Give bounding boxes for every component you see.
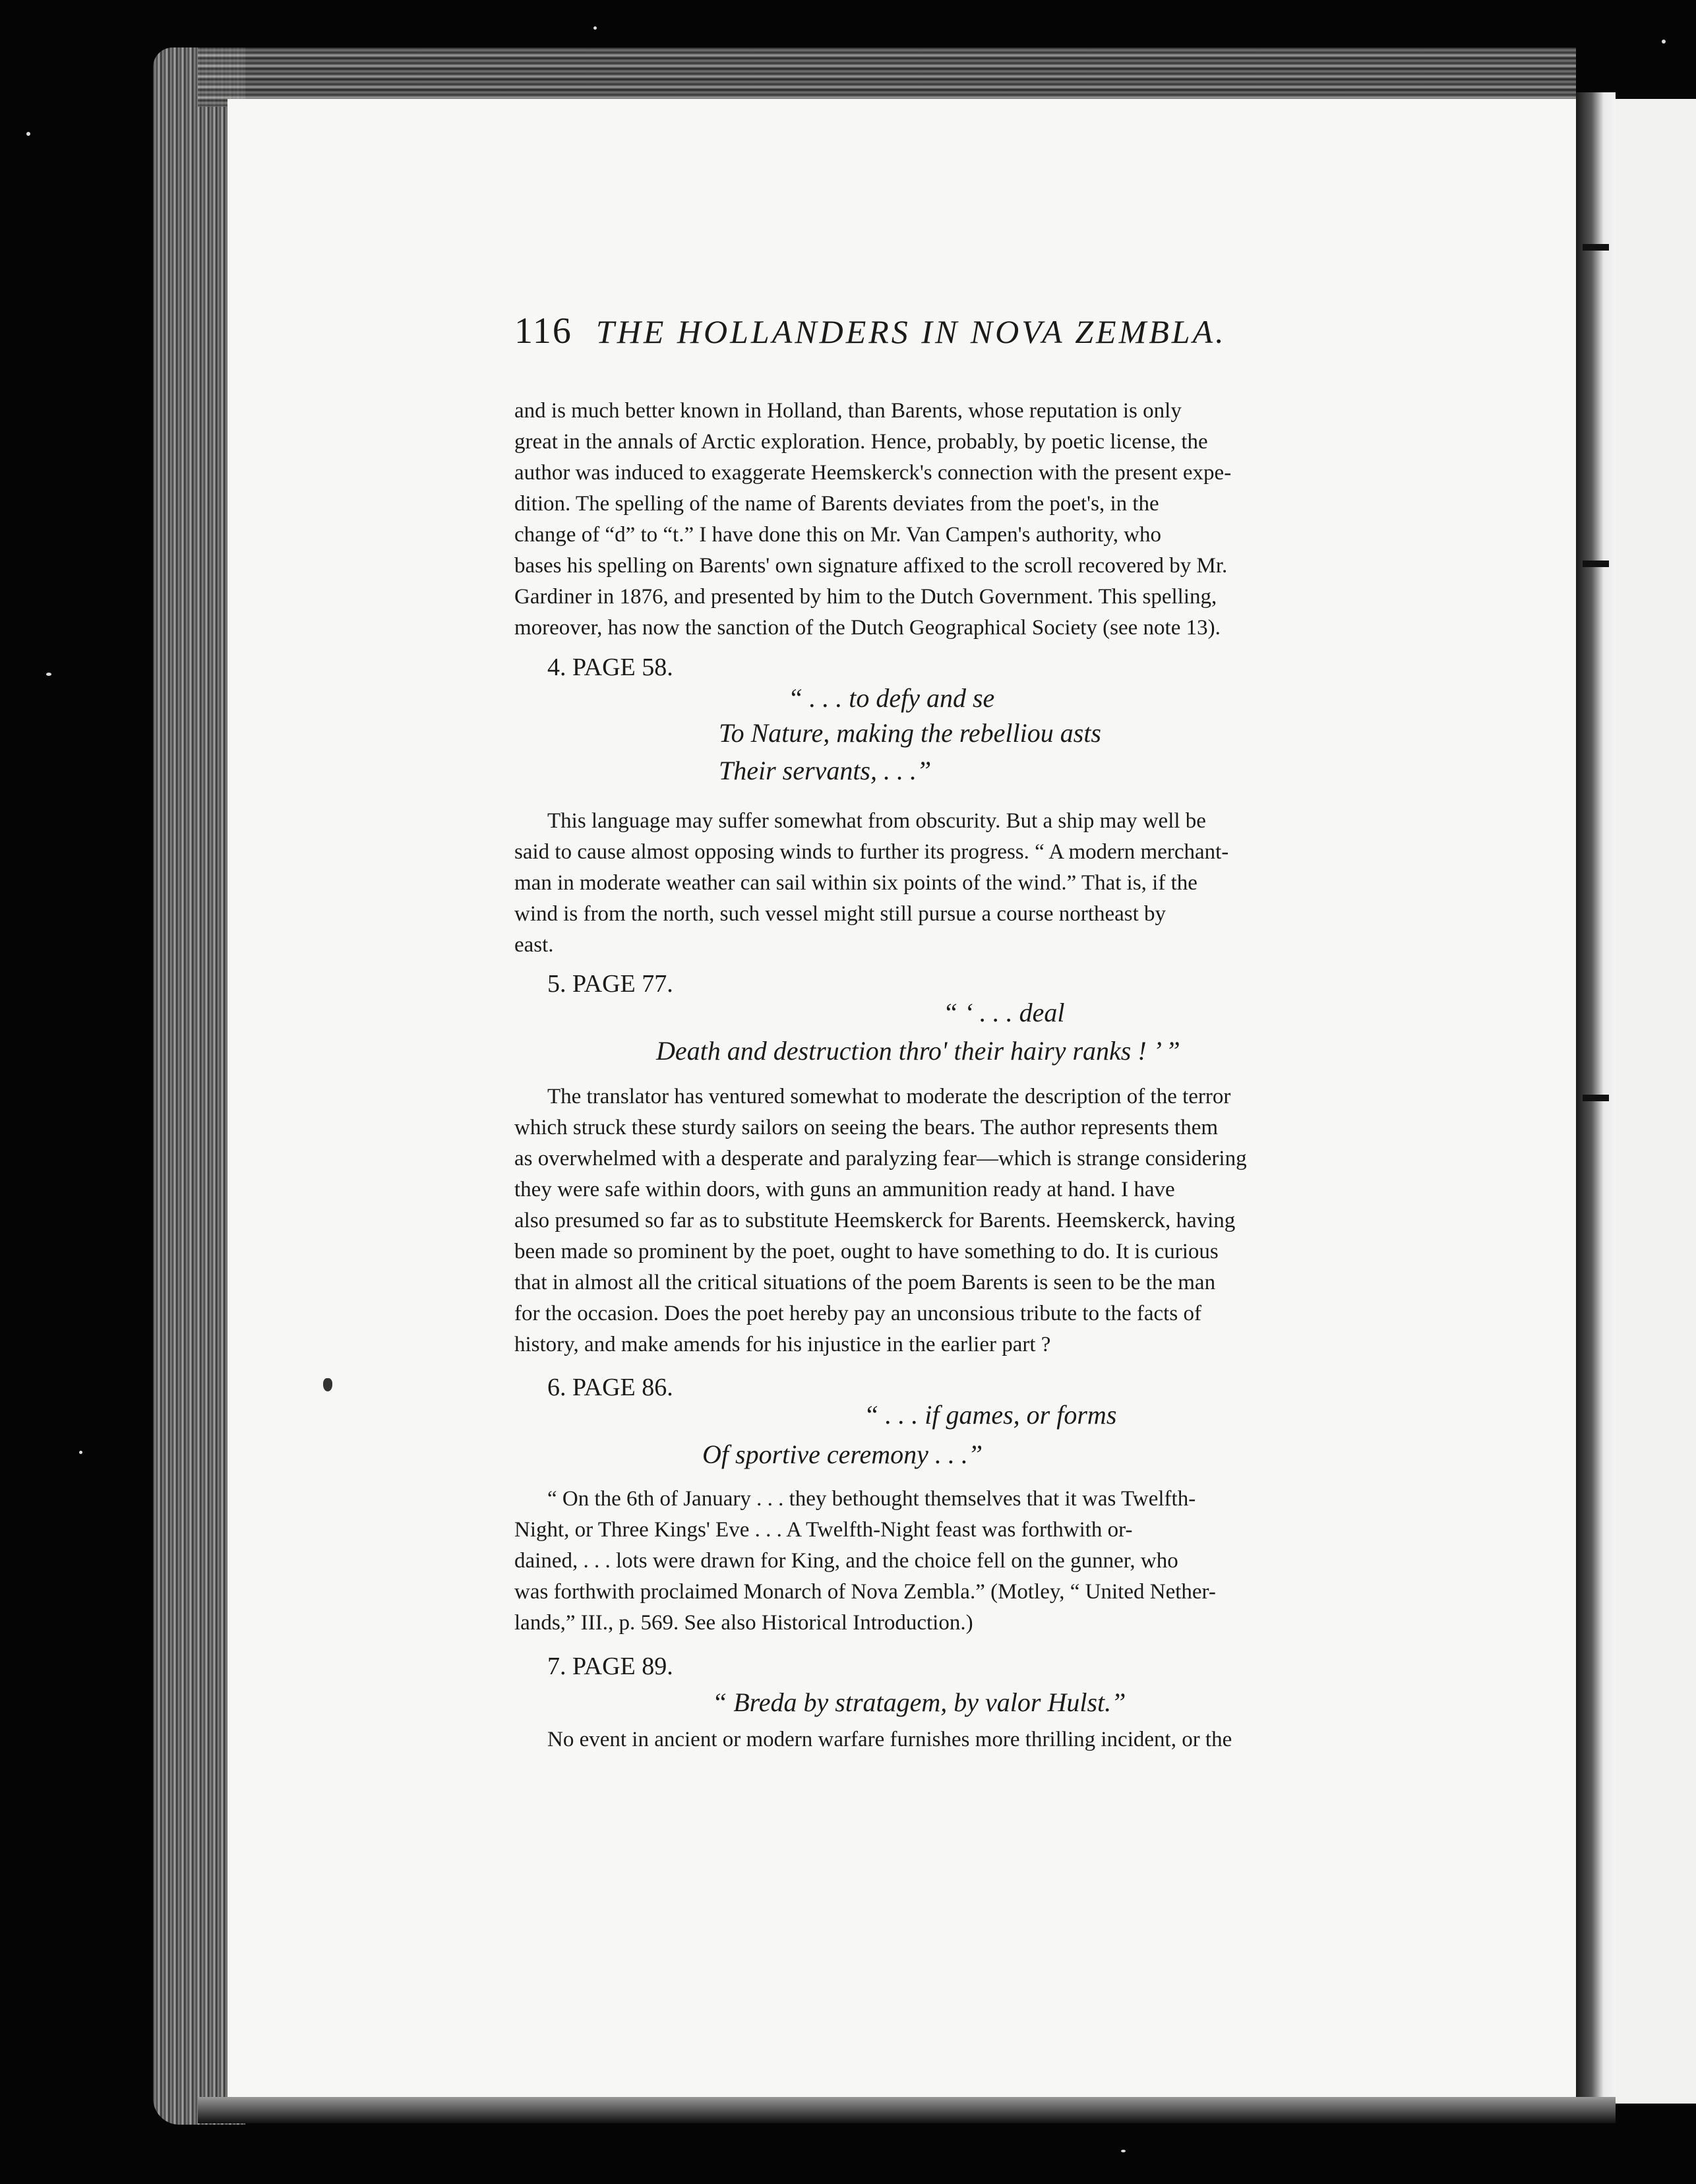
- text-line: change of “d” to “t.” I have done this on Mr. Van Campen's authority, who: [514, 523, 1162, 547]
- film-speck: [593, 26, 597, 30]
- note-heading: 5. PAGE 77.: [547, 970, 673, 998]
- running-head: [514, 310, 1372, 363]
- film-speck: [26, 132, 30, 136]
- text-line: was forthwith proclaimed Monarch of Nova Zembla.” (Motley, “ United Nether-: [514, 1580, 1216, 1604]
- film-speck: [1121, 2150, 1126, 2152]
- text-line: lands,” III., p. 569. See also Historical Introduction.): [514, 1611, 973, 1635]
- verse-line: “ ‘ . . . deal: [943, 998, 1065, 1027]
- page-bottom-shadow: [198, 2097, 1616, 2123]
- film-speck: [46, 673, 51, 676]
- text-line: author was induced to exaggerate Heemskerck's connection with the present expe-: [514, 461, 1232, 485]
- verse-line: “ . . . if games, or forms: [864, 1400, 1117, 1430]
- film-speck: [79, 1451, 82, 1454]
- text-line: No event in ancient or modern warfare furnishes more thrilling incident, or the: [547, 1728, 1232, 1751]
- text-line: that in almost all the critical situations of the poem Barents is seen to be the man: [514, 1271, 1216, 1294]
- text-line: they were safe within doors, with guns an ammunition ready at hand. I have: [514, 1178, 1175, 1201]
- note-paragraph: [514, 1484, 1438, 1639]
- book-gutter: [1576, 92, 1616, 2110]
- intro-paragraph: [514, 396, 1438, 644]
- text-line: dained, . . . lots were drawn for King, and the choice fell on the gunner, who: [514, 1549, 1178, 1573]
- verse-line: “ . . . to defy and se: [788, 683, 995, 713]
- text-line: also presumed so far as to substitute Heemskerck for Barents. Heemskerck, having: [514, 1209, 1236, 1232]
- text-line: The translator has ventured somewhat to moderate the description of the terror: [547, 1085, 1231, 1108]
- text-line: moreover, has now the sanction of the Dutch Geographical Society (see note 13).: [514, 616, 1221, 640]
- text-line: wind is from the north, such vessel might still pursue a course northeast by: [514, 902, 1166, 926]
- text-line: dition. The spelling of the name of Barents deviates from the poet's, in the: [514, 492, 1159, 516]
- note-heading: 6. PAGE 86.: [547, 1374, 673, 1401]
- film-speck: [1662, 40, 1666, 44]
- verse-line: Death and destruction thro' their hairy ranks ! ’ ”: [656, 1036, 1180, 1066]
- note-paragraph: [514, 1081, 1438, 1360]
- text-line: This language may suffer somewhat from obscurity. But a ship may well be: [547, 809, 1206, 833]
- note-paragraph: [514, 806, 1438, 961]
- text-line: and is much better known in Holland, than Barents, whose reputation is only: [514, 399, 1182, 423]
- page-tab-mark: [1583, 244, 1609, 251]
- text-line: for the occasion. Does the poet hereby pay an unconsious tribute to the facts of: [514, 1302, 1201, 1325]
- text-line: “ On the 6th of January . . . they bethought themselves that it was Twelfth-: [547, 1487, 1196, 1511]
- text-line: Gardiner in 1876, and presented by him to the Dutch Government. This spelling,: [514, 585, 1217, 609]
- page-tab-mark: [1583, 561, 1609, 567]
- text-line: been made so prominent by the poet, ought to have something to do. It is curious: [514, 1240, 1219, 1263]
- note-heading: 7. PAGE 89.: [547, 1653, 673, 1680]
- book-top-edge: [198, 47, 1576, 107]
- text-line: said to cause almost opposing winds to further its progress. “ A modern merchant-: [514, 840, 1229, 864]
- verse-line: Of sportive ceremony . . .”: [702, 1440, 983, 1469]
- text-line: which struck these sturdy sailors on seeing the bears. The author represents them: [514, 1116, 1219, 1139]
- verse-line: Their servants, . . .”: [719, 756, 932, 785]
- text-line: history, and make amends for his injustice in the earlier part ?: [514, 1333, 1051, 1356]
- verse-line: To Nature, making the rebelliou asts: [719, 718, 1101, 748]
- page-number: 116: [514, 311, 572, 351]
- margin-ornament: [323, 1378, 332, 1391]
- text-line: as overwhelmed with a desperate and paralyzing fear—which is strange considering: [514, 1147, 1247, 1170]
- running-title: THE HOLLANDERS IN NOVA ZEMBLA.: [595, 313, 1227, 350]
- text-line: east.: [514, 933, 554, 957]
- text-line: Night, or Three Kings' Eve . . . A Twelfth-Night feast was forthwith or-: [514, 1518, 1133, 1542]
- facing-page-edge: [1616, 99, 1696, 2104]
- note-heading: 4. PAGE 58.: [547, 653, 673, 681]
- text-line: great in the annals of Arctic exploration. Hence, probably, by poetic license, the: [514, 430, 1208, 454]
- verse-line: “ Breda by stratagem, by valor Hulst.”: [712, 1687, 1126, 1717]
- page-tab-mark: [1583, 1095, 1609, 1101]
- note-paragraph: [514, 1724, 1438, 1755]
- text-line: bases his spelling on Barents' own signature affixed to the scroll recovered by Mr.: [514, 554, 1228, 578]
- text-line: man in moderate weather can sail within six points of the wind.” That is, if the: [514, 871, 1197, 895]
